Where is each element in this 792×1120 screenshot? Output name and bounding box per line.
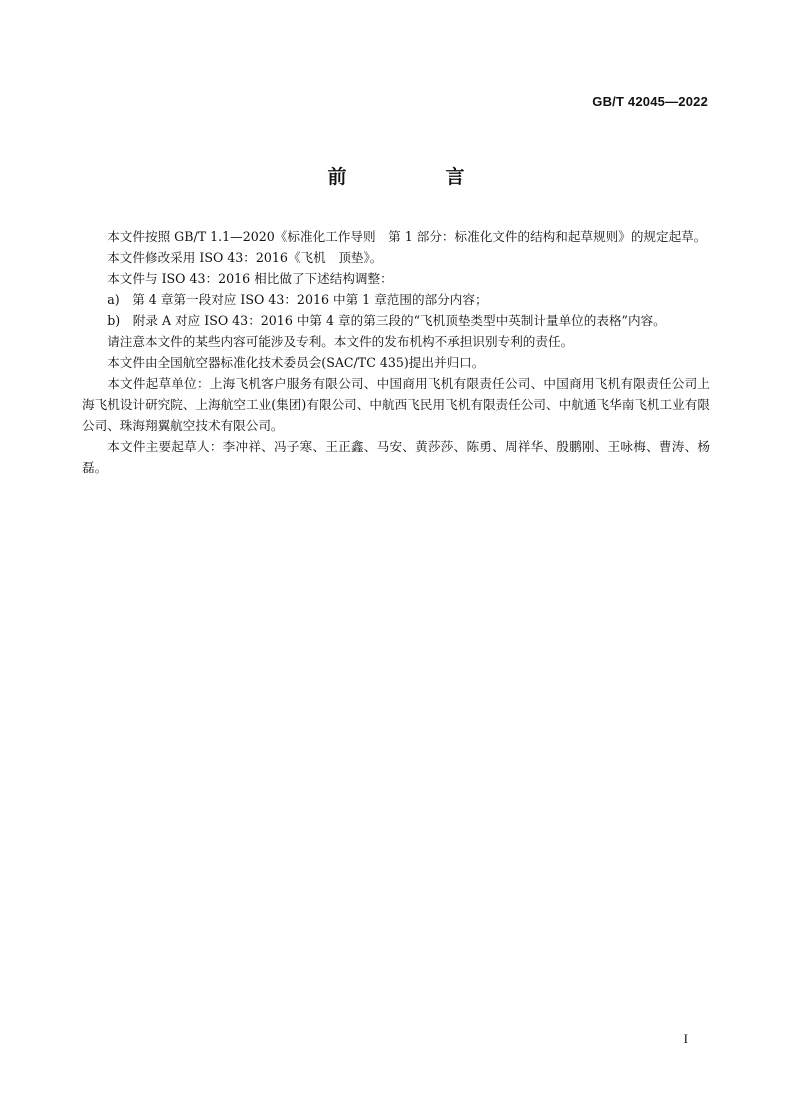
paragraph-structure-changes: 本文件与 ISO 43：2016 相比做了下述结构调整： [107,271,393,286]
standard-number: GB/T 42045—2022 [592,94,708,109]
paragraph-proposer: 本文件由全国航空器标准化技术委员会(SAC/TC 435)提出并归口。 [107,355,485,370]
list-item-b: b) 附录 A 对应 ISO 43：2016 中第 4 章的第三段的“飞机顶垫类型中英制计量单位的表格”内容。 [107,313,666,328]
paragraph-adoption: 本文件修改采用 ISO 43：2016《飞机 顶垫》。 [107,250,383,265]
page-number: I [683,1031,688,1046]
paragraph-drafting-units: 本文件起草单位：上海飞机客户服务有限公司、中国商用飞机有限责任公司、中国商用飞机有限责任公司上海飞机设计研究院、上海航空工业(集团)有限公司、中航西飞民用飞机有限责任公司、中航通飞华南飞机工业有限公司、珠海翔翼航空技术有限公司。 [82,376,710,433]
paragraph-patent-notice: 请注意本文件的某些内容可能涉及专利。本文件的发布机构不承担识别专利的责任。 [107,334,574,349]
paragraph-drafters: 本文件主要起草人：李冲祥、冯子寒、王正鑫、马安、黄莎莎、陈勇、周祥华、殷鹏刚、王咏梅、曹涛、杨磊。 [82,439,710,475]
page-title: 前 言 [327,166,505,188]
foreword-body [82,226,710,478]
list-item-a: a) 第 4 章第一段对应 ISO 43：2016 中第 1 章范围的部分内容； [107,292,488,307]
paragraph-drafting-rules: 本文件按照 GB/T 1.1—2020《标准化工作导则 第 1 部分：标准化文件的结构和起草规则》的规定起草。 [107,229,707,244]
